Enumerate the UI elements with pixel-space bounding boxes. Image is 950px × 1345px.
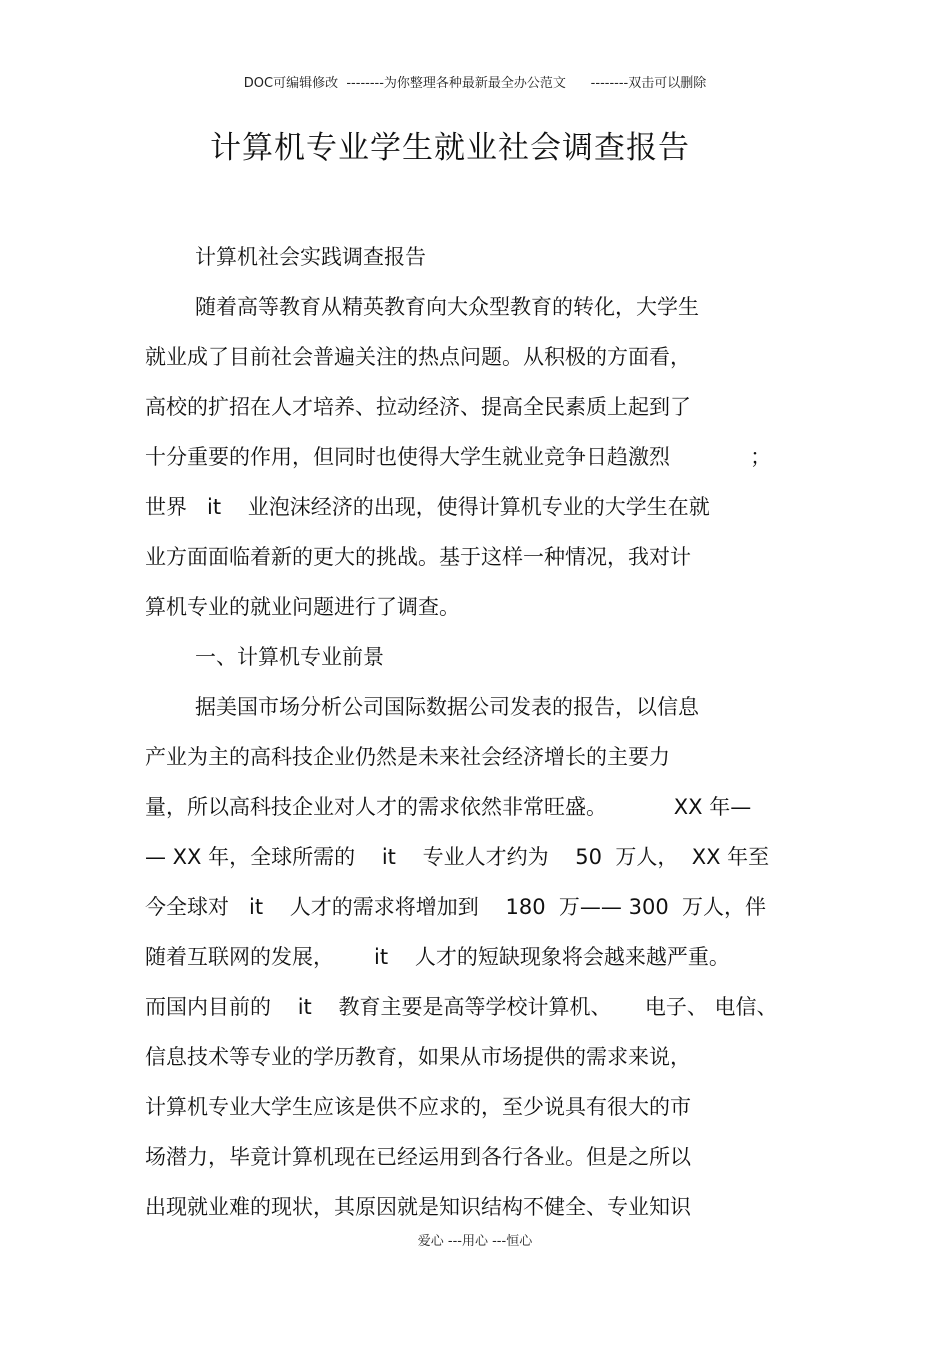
- paragraph-line: 随着高等教育从精英教育向大众型教育的转化，大学生: [195, 295, 699, 319]
- paragraph-line: 高校的扩招在人才培养、拉动经济、提高全民素质上起到了: [145, 395, 691, 419]
- paragraph-line: 今全球对 it 人才的需求将增加到 180 万—— 300 万人，伴: [145, 895, 767, 919]
- paragraph-line: 而国内目前的 it 教育主要是高等学校计算机、 电子、 电信、: [145, 995, 778, 1019]
- paragraph-line: 十分重要的作用，但同时也使得大学生就业竞争日趋激烈 ；: [145, 445, 772, 469]
- page-header: DOC可编辑修改 --------为你整理各种最新最全办公范文 --------双击可以删除: [243, 76, 707, 91]
- paragraph-line: 随着互联网的发展， it 人才的短缺现象将会越来越严重。: [145, 945, 730, 969]
- paragraph-line: 算机专业的就业问题进行了调查。: [145, 595, 460, 619]
- paragraph-line: 世界 it 业泡沫经济的出现，使得计算机专业的大学生在就: [145, 495, 710, 519]
- subtitle: 计算机社会实践调查报告: [195, 245, 426, 269]
- section-heading: 一、计算机专业前景: [195, 645, 384, 669]
- paragraph-line: 就业成了目前社会普遍关注的热点问题。从积极的方面看，: [145, 345, 691, 369]
- paragraph-line: 出现就业难的现状，其原因就是知识结构不健全、专业知识: [145, 1195, 691, 1219]
- page-footer: 爱心 ---用心 ---恒心: [417, 1234, 533, 1249]
- paragraph-line: 量，所以高科技企业对人才的需求依然非常旺盛。 XX 年—: [145, 795, 752, 819]
- paragraph-line: 据美国市场分析公司国际数据公司发表的报告，以信息: [195, 695, 699, 719]
- document-title: 计算机专业学生就业社会调查报告: [210, 130, 690, 166]
- paragraph-line: 计算机专业大学生应该是供不应求的，至少说具有很大的市: [145, 1095, 691, 1119]
- paragraph-line: — XX 年，全球所需的 it 专业人才约为 50 万人， XX 年至: [145, 845, 770, 869]
- paragraph-line: 信息技术等专业的学历教育，如果从市场提供的需求来说，: [145, 1045, 691, 1069]
- paragraph-line: 产业为主的高科技企业仍然是未来社会经济增长的主要力: [145, 745, 670, 769]
- paragraph-line: 业方面面临着新的更大的挑战。基于这样一种情况，我对计: [145, 545, 691, 569]
- paragraph-line: 场潜力，毕竟计算机现在已经运用到各行各业。但是之所以: [145, 1145, 691, 1169]
